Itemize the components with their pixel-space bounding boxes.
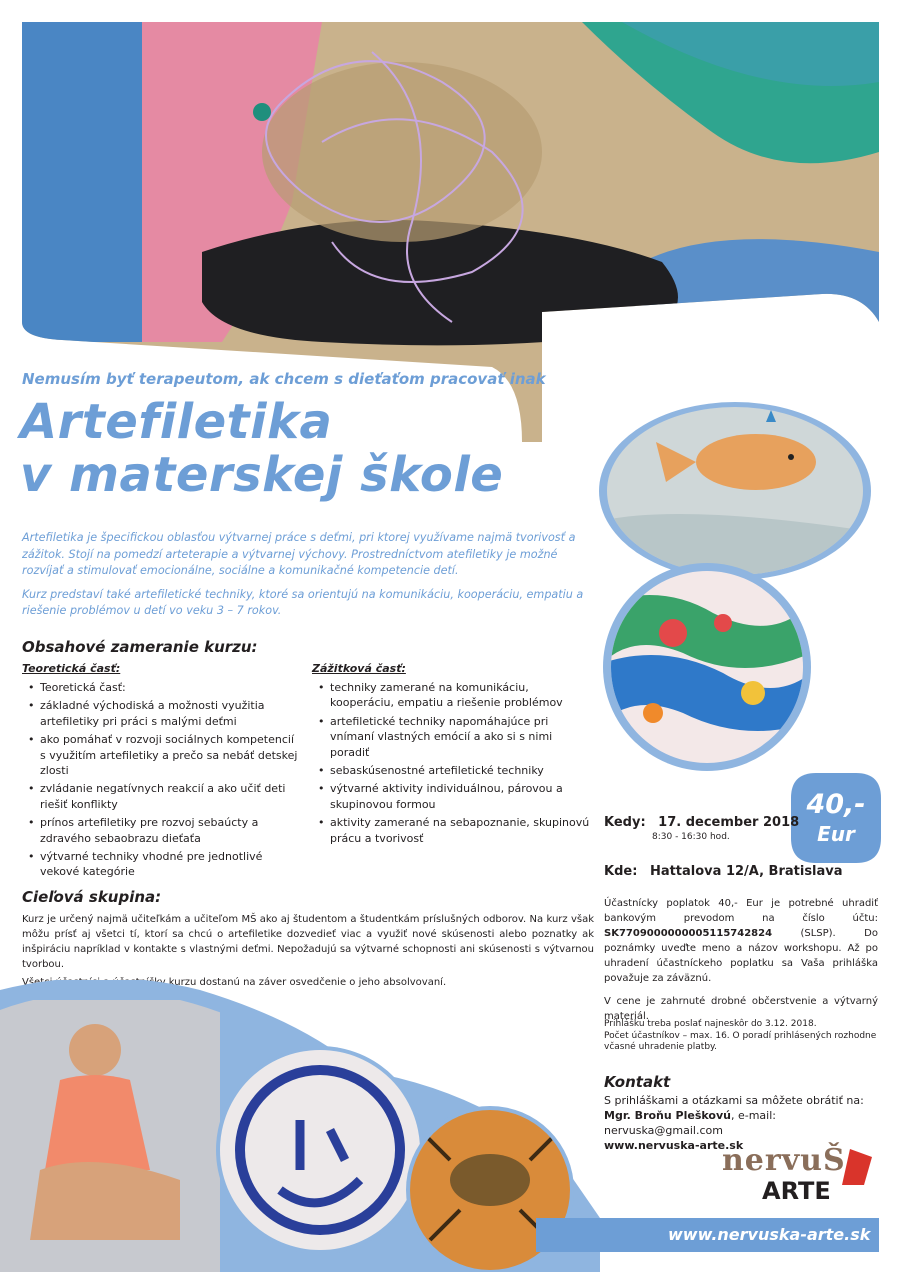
price-amount: 40,- — [806, 789, 866, 820]
target-paragraph: Všetci účastníci a účastníčky kurzu dostanú na záver osvedčenie o jeho absolvovaní. — [22, 977, 447, 988]
list-item: • artefiletické techniky napomáhajúce pri vnímaní vlastných emócií a ako si s nimi poradiť — [312, 714, 592, 760]
colorful-painting-image — [603, 563, 811, 771]
bottom-photo-collage — [0, 980, 600, 1272]
list-item: • zvládanie negatívnych reakcií a ako učiť deti riešiť konflikty — [22, 781, 302, 812]
fee-text-after: (SLSP). Do poznámky uveďte meno a názov workshopu. Až po uhradení účastníckeho poplatku sa Vaša prihláška považuje za záväznú. — [604, 928, 878, 984]
event-time: 8:30 - 16:30 hod. — [652, 832, 730, 842]
content-heading: Obsahové zameranie kurzu: — [22, 638, 258, 656]
fee-included: V cene je zahrnuté drobné občerstvenie a výtvarný materiál. — [604, 996, 878, 1022]
deadline-info — [604, 1019, 880, 1054]
footer-website-link[interactable]: www.nervuska-arte.sk — [668, 1225, 871, 1244]
email-prefix: , e-mail: — [730, 1109, 776, 1122]
experience-section — [312, 662, 592, 849]
page-title — [20, 396, 503, 502]
logo-word-2: ARTE — [762, 1177, 831, 1205]
contact-email[interactable]: nervuska@gmail.com — [604, 1124, 723, 1137]
fish-painting-image — [596, 402, 874, 580]
list-item: • výtvarné aktivity individuálnou, párovou a skupinovou formou — [312, 781, 592, 812]
list-item: • ako pomáhať v rozvoji sociálnych kompetencií s využitím artefiletiky a prečo sa nebáť detskej zlosti — [22, 732, 302, 778]
experience-heading: Zážitková časť: — [312, 662, 406, 675]
intro-paragraph: Artefiletika je špecifickou oblasťou výtvarnej práce s deťmi, pri ktorej využívame najmä tvorivosť a zážitok. Stojí na pomedzí arteterapie a výtvarnej výchovy. Prostredníctvom atefiletiky je možné rozvíjať a stimulovať emocionálne, sociálne a komunikačné kompetencie detí. — [22, 531, 576, 577]
fee-paragraph — [604, 896, 878, 986]
list-item: • sebaskúsenostné artefiletické techniky — [312, 763, 592, 778]
bank-account: SK7709000000005115742824 — [604, 928, 773, 939]
when-label: Kedy: — [604, 815, 646, 830]
event-where — [604, 864, 843, 879]
deadline-line: Prihlášku treba poslať najneskôr do 3.12. 2018. — [604, 1019, 817, 1029]
contact-person-line — [604, 1108, 884, 1138]
capacity-line: Počet účastníkov – max. 16. O poradí prihlásených rozhodne včasné uhradenie platby. — [604, 1030, 877, 1052]
event-when — [604, 815, 799, 830]
target-paragraph: Kurz je určený najmä učiteľkám a učiteľom MŠ ako aj študentom a študentkám príslušných odborov. Na kurz však môžu prísť aj všetci tí, ktorí sa chcú o artefiletike dozvedieť viac a využiť nové skúsenosti alebo poznatky ak inšpiráciu napríklad v kontakte s vlastnými deťmi. Nepožadujú sa výtvarné schopnosti ani skúsenosti s výtvarnou tvorbou. — [22, 914, 594, 970]
event-date: 17. december 2018 — [658, 815, 800, 830]
title-line-2: v materskej škole — [20, 447, 504, 503]
list-item: • prínos artefiletiky pre rozvoj sebaúcty a zdravého sebaobrazu dieťaťa — [22, 815, 302, 846]
contact-website[interactable]: www.nervuska-arte.sk — [604, 1139, 744, 1152]
logo-word-1: nervuŠ — [722, 1143, 846, 1178]
list-item: • techniky zamerané na komunikáciu, kooperáciu, empatiu a riešenie problémov — [312, 680, 592, 711]
intro-text — [22, 530, 592, 627]
fee-info — [604, 896, 878, 1032]
list-item: • aktivity zamerané na sebapoznanie, skupinovú prácu a tvorivosť — [312, 815, 592, 846]
event-place: Hattalova 12/A, Bratislava — [649, 864, 843, 879]
fee-text: Účastnícky poplatok 40,- Eur je potrebné uhradiť bankovým prevodom na číslo účtu: — [604, 898, 878, 924]
contact-name: Mgr. Broňu Pleškovú — [604, 1109, 731, 1122]
title-line-1: Artefiletika — [20, 394, 333, 450]
list-item: • výtvarné techniky vhodné pre jednotlivé vekové kategórie — [22, 849, 302, 880]
target-heading: Cieľová skupina: — [22, 888, 162, 906]
price-currency: Eur — [817, 822, 855, 846]
contact-heading: Kontakt — [604, 1073, 671, 1091]
where-label: Kde: — [604, 864, 638, 879]
theory-heading: Teoretická časť: — [22, 662, 121, 675]
list-item: • Teoretická časť: — [22, 680, 302, 695]
nervuska-arte-logo — [722, 1143, 880, 1207]
contact-intro: S prihláškami a otázkami sa môžete obrátiť na: — [604, 1094, 864, 1107]
intro-paragraph: Kurz predstaví také artefiletické techniky, ktoré sa orientujú na komunikáciu, kooperáciu, empatiu a riešenie problémov u detí vo veku 3 – 7 rokov. — [22, 587, 584, 617]
theory-section — [22, 662, 302, 883]
list-item: • základné východiská a možnosti využitia artefiletiky pri práci s malými deťmi — [22, 698, 302, 729]
price-badge — [786, 768, 886, 868]
subtitle: Nemusím byť terapeutom, ak chcem s dieťaťom pracovať inak — [22, 370, 546, 388]
